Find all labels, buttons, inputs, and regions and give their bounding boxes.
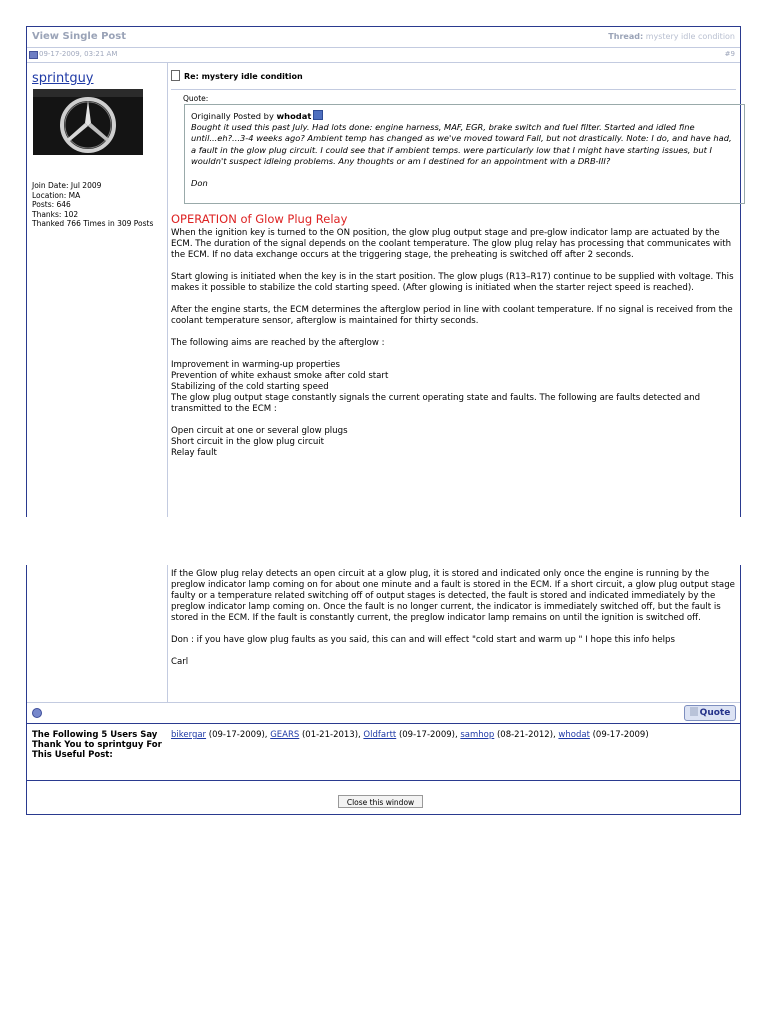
signature: Carl (171, 657, 189, 667)
quote-sign: Don (191, 178, 208, 189)
thanks-users: bikergar (09-17-2009), GEARS (01-21-2013), Oldfartt (09-17-2009), samhop (08-21-2012), whodat (09-17-2009) (171, 730, 649, 740)
post-footer (27, 702, 740, 724)
quote-label: Quote: (183, 94, 209, 103)
paragraph: When the ignition key is turned to the ON position, the glow plug output stage and pre-glow indicator lamp are actuated by the ECM. The duration of the signal depends on the coolant temperature. The glow plug relay has processing that communicates with the ECM. If no data exchange occurs at the triggering stage, the preheating is switched off after 2 seconds. (171, 228, 732, 260)
faults-list: Open circuit at one or several glow plugs Short circuit in the glow plug circuit Relay fault (171, 426, 348, 458)
paragraph: After the engine starts, the ECM determines the afterglow period in line with coolant temperature. If no signal is received from the coolant temperature sensor, afterglow is maintained for thirty seconds. (171, 305, 733, 326)
thank-user-link[interactable]: bikergar (171, 730, 207, 740)
post-title: Re: mystery idle condition (171, 70, 303, 82)
avatar (33, 89, 143, 155)
thank-user-link[interactable]: whodat (558, 730, 590, 740)
user-sidebar-continued (27, 565, 168, 702)
thread-name[interactable]: mystery idle condition (645, 32, 735, 41)
message-body-part2 (171, 569, 739, 679)
quote-pencil-icon (690, 707, 698, 716)
join-date: Join Date: Jul 2009 (32, 181, 102, 190)
post-frame-bottom (26, 565, 741, 815)
post-message-continued (171, 565, 736, 702)
thank-user-link[interactable]: samhop (460, 730, 495, 740)
quote-button[interactable]: Quote (684, 705, 736, 721)
thanked-count: Thanked 766 Times in 309 Posts (32, 219, 154, 228)
divider (171, 89, 736, 90)
post-date: 09-17-2009, 03:21 AM (39, 50, 118, 58)
aims-list: Improvement in warming-up properties Prevention of white exhaust smoke after cold start Stabilizing of the cold starting speed The glow plug output stage constantly signals the current operating state and faults. The following are faults detected and transmitted to the ECM : (171, 360, 701, 414)
quote-author: whodat (276, 111, 312, 121)
quote-attribution: Originally Posted by whodat (191, 110, 738, 122)
paragraph: Don : if you have glow plug faults as you said, this can and will effect "cold start and warm up " I hope this info helps (171, 635, 675, 645)
section-heading: OPERATION of Glow Plug Relay (171, 212, 348, 226)
close-bar (27, 781, 740, 814)
document-icon (171, 70, 180, 81)
close-window-button[interactable]: Close this window (338, 795, 423, 808)
post-icon (29, 51, 38, 59)
view-post-arrow-icon[interactable] (313, 110, 323, 120)
thread-info: Thread: mystery idle condition (608, 32, 735, 41)
post-message (171, 63, 736, 517)
header-bar (27, 27, 740, 48)
thank-user-link[interactable]: Oldfartt (363, 730, 397, 740)
quote-text: Bought it used this past July. Had lots done: engine harness, MAF, EGR, brake switch and fuel filter. Started and idled fine until...eh?...3-4 weeks ago? Ambient temp has changed as we've moved toward Fall, but not drastically. Note: I do, and have had, a fault in the glow plug circuit. I could see that if ambient temps. were particularly low that I might have starting issues, but I wouldn't suspect idleing problems. Any thoughts or am I destined for an appointment with a DRB-III? (191, 122, 732, 166)
quote-box (184, 104, 745, 204)
thank-user-link[interactable]: GEARS (270, 730, 300, 740)
message-body-part1 (171, 228, 736, 470)
mercedes-star-icon (33, 89, 143, 155)
thanks-count: Thanks: 102 (32, 209, 79, 219)
paragraph: If the Glow plug relay detects an open circuit at a glow plug, it is stored and indicated only once the engine is running by the preglow indicator lamp coming on for about one minute and a fault is stored in the ECM. If a short circuit, a glow plug output stage faulty or a temperature related switching off of output stages is detected, the fault is stored and indicated immediately by the preglow indicator lamp coming on. Once the fault is no longer current, the indicator is immediately switched off, but the fault is stored in the ECM. If the fault is constantly current, the preglow indicator lamp remains on until the ignition is switched off. (171, 569, 735, 623)
thanks-label: The Following 5 Users Say Thank You to sprintguy For This Useful Post: (32, 730, 162, 760)
thanks-row (27, 723, 740, 781)
user-offline-icon (32, 708, 42, 718)
location: Location: MA (32, 190, 81, 200)
post-count: Posts: 646 (32, 200, 71, 209)
paragraph: The following aims are reached by the afterglow : (171, 338, 385, 348)
post-frame-top (26, 26, 741, 517)
post-date-bar (27, 48, 740, 63)
paragraph: Start glowing is initiated when the key is in the start position. The glow plugs (R13–R17) continue to be supplied with voltage. This makes it possible to stabilize the cold starting speed. (After glowing is initiated when the starter reject speed is reached). (171, 272, 734, 293)
user-sidebar (27, 63, 168, 517)
thread-label: Thread (608, 32, 640, 41)
page-title: View Single Post (32, 31, 127, 42)
user-info (32, 181, 162, 229)
username-link[interactable]: sprintguy (32, 71, 94, 86)
post-number[interactable]: #9 (724, 50, 735, 58)
